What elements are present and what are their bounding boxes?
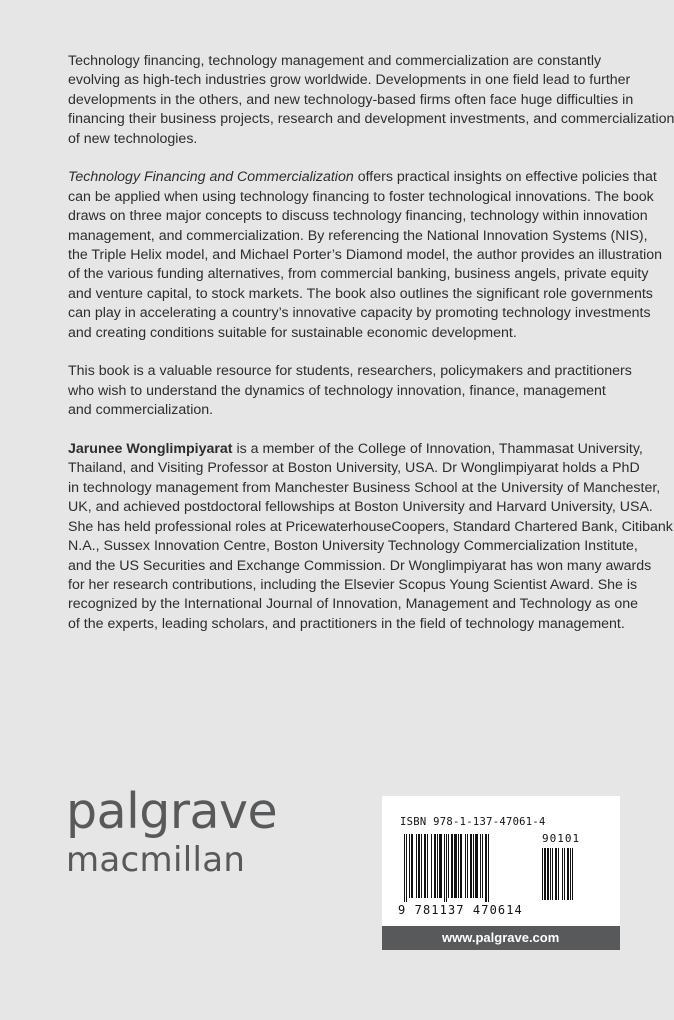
text-line: She has held professional roles at PricewaterhouseCoopers, Standard Chartered Bank, Citibank: [68, 518, 673, 535]
addon-digits: 90101: [542, 832, 581, 845]
barcode-bar: [544, 848, 546, 900]
blurb-paragraph-1: [68, 52, 674, 149]
barcode-bar: [416, 834, 417, 898]
text-line: and venture capital, to stock markets. The book also outlines the significant role governments: [68, 285, 653, 302]
isbn-label: ISBN 978-1-137-47061-4: [400, 816, 546, 828]
book-title-italic: Technology Financing and Commercialization: [68, 169, 354, 186]
barcode-bar: [451, 834, 453, 898]
blurb-paragraph-3: [68, 362, 632, 420]
barcode-bar: [547, 848, 549, 900]
website-url[interactable]: www.palgrave.com: [442, 930, 560, 945]
text-line: and commercialization.: [68, 402, 214, 419]
barcode-bar: [473, 834, 474, 898]
text-line: [68, 168, 657, 187]
barcode-bar: [431, 834, 432, 898]
barcode-bar: [564, 848, 565, 900]
text-line: This book is a valuable resource for students, researchers, policymakers and practitioners: [68, 363, 632, 380]
barcode-bar: [434, 834, 436, 898]
barcode-bar: [427, 834, 428, 898]
author-bio: [68, 440, 673, 634]
barcode-bar: [444, 834, 445, 902]
barcode-bar: [482, 834, 483, 898]
text-line: developments in the others, and new technology-based firms often face huge difficulties in: [68, 91, 634, 108]
text-line: can be applied when using technology financing to foster technological innovations. The book: [68, 188, 654, 205]
barcode-bar: [409, 834, 410, 898]
barcode-panel: [382, 796, 620, 926]
barcode-bar: [562, 848, 563, 900]
logo-macmillan: macmillan: [66, 840, 246, 880]
barcode-bar: [421, 834, 422, 898]
isbn-digits: 9 781137 470614: [398, 903, 523, 917]
back-cover-blurb: [68, 52, 674, 654]
barcode-bar: [558, 848, 559, 900]
text-line: recognized by the International Journal of Innovation, Management and Technology as one: [68, 596, 638, 613]
ean-barcode: [404, 834, 534, 906]
barcode-bar: [465, 834, 466, 898]
text-line: of new technologies.: [68, 130, 198, 147]
text-line: UK, and achieved postdoctoral fellowships at Boston University and Harvard University, USA.: [68, 499, 653, 516]
logo-palgrave: palgrave: [66, 783, 278, 840]
text-line: the Triple Helix model, and Michael Porter’s Diamond model, the author provides an illustration: [68, 247, 663, 264]
barcode-bar: [406, 834, 407, 902]
barcode-bar: [550, 848, 551, 900]
addon-barcode: [542, 848, 600, 906]
text-line: who wish to understand the dynamics of technology innovation, finance, management: [68, 382, 606, 399]
text-line: in technology management from Manchester Business School at the University of Manchester,: [68, 479, 661, 496]
barcode-bar: [555, 848, 557, 900]
barcode-bar: [458, 834, 459, 898]
barcode-bar: [552, 848, 553, 900]
text-line: of the experts, leading scholars, and practitioners in the field of technology management.: [68, 615, 625, 632]
text-fragment: is a member of the College of Innovation, Thammasat University,: [232, 441, 643, 458]
barcode-bar: [570, 848, 571, 900]
barcode-bar: [437, 834, 438, 898]
text-line: Technology financing, technology management and commercialization are constantly: [68, 53, 602, 69]
barcode-bar: [567, 848, 569, 900]
barcode-bar: [470, 834, 472, 898]
barcode-bar: [448, 834, 449, 898]
text-line: [68, 440, 643, 459]
blurb-paragraph-2: [68, 168, 663, 343]
text-line: Thailand, and Visiting Professor at Boston University, USA. Dr Wonglimpiyarat holds a PhD: [68, 460, 640, 477]
barcode-bar: [475, 834, 478, 898]
text-line: N.A., Sussex Innovation Centre, Boston University Technology Commercialization Institute,: [68, 538, 638, 555]
text-fragment: offers practical insights on effective policies that: [353, 169, 657, 186]
barcode-bar: [418, 834, 420, 898]
text-line: draws on three major concepts to discuss technology financing, technology within innovation: [68, 208, 648, 225]
text-line: management, and commercialization. By referencing the National Innovation Systems (NIS),: [68, 227, 648, 244]
palgrave-macmillan-logo: [66, 783, 278, 880]
barcode-bar: [488, 834, 489, 902]
barcode-bar: [439, 834, 442, 898]
text-line: and creating conditions suitable for sustainable economic development.: [68, 324, 517, 341]
barcode-bar: [485, 834, 487, 902]
barcode-bar: [454, 834, 457, 898]
barcode-bar: [411, 834, 413, 898]
website-bar: [382, 926, 620, 950]
barcode-bar: [572, 848, 573, 900]
text-line: can play in accelerating a country’s innovative capacity by promoting technology investments: [68, 305, 651, 322]
barcode-bar: [480, 834, 481, 898]
text-line: and the US Securities and Exchange Commission. Dr Wonglimpiyarat has won many awards: [68, 557, 652, 574]
text-line: of the various funding alternatives, from commercial banking, business angels, private equity: [68, 266, 649, 283]
barcode-bar: [404, 834, 405, 902]
barcode-bar: [542, 848, 543, 900]
text-line: for her research contributions, including the Elsevier Scopus Young Scientist Award. She is: [68, 576, 638, 593]
author-name: Jarunee Wonglimpiyarat: [68, 441, 233, 458]
barcode-bar: [460, 834, 462, 898]
barcode-bar: [467, 834, 468, 898]
text-line: evolving as high-tech industries grow worldwide. Developments in one field lead to further: [68, 72, 631, 89]
text-line: financing their business projects, research and development investments, and commercialization: [68, 111, 674, 128]
barcode-bar: [424, 834, 426, 898]
barcode-bar: [446, 834, 447, 902]
